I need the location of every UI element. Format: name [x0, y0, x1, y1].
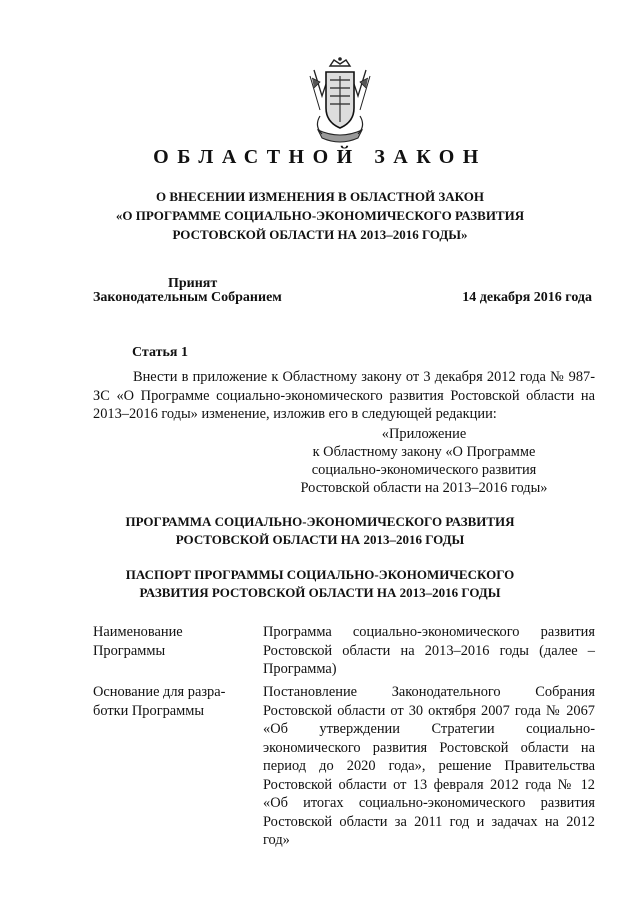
passport-row-label: Наименование Программы: [93, 624, 183, 659]
passport-title-line-1: ПАСПОРТ ПРОГРАММЫ СОЦИАЛЬНО-ЭКОНОМИЧЕСКОГО: [125, 567, 515, 582]
passport-row-value: Программа социально-экономического развития Ростовской области на 2013–2016 годы (далее – Программа): [263, 624, 595, 677]
coat-of-arms-emblem: [300, 56, 380, 144]
passport-row-value: Постановление Законодательного Собрания Ростовской области от 30 октября 2007 года № 2067 «Об утверждении Стратегии социально-экономического развития Ростовской области на период до 2020 года», решение Правительства Ростовской области от 13 февраля 2012 года № 12 «Об итогах социально-экономического развития Ростовской области за 2011 год и задачах на 2012 год»: [263, 684, 595, 848]
appendix-note-line-1: «Приложение: [381, 426, 467, 442]
appendix-note-line-3: социально-экономического развития: [311, 462, 537, 478]
appendix-note-line-4: Ростовской области на 2013–2016 годы»: [300, 480, 548, 496]
adoption-date: 14 декабря 2016 года: [462, 290, 592, 305]
adopted-label: Принят: [168, 276, 218, 291]
law-title-line-2: «О ПРОГРАММЕ СОЦИАЛЬНО-ЭКОНОМИЧЕСКОГО РАЗВИТИЯ: [115, 208, 525, 223]
program-title-line-2: РОСТОВСКОЙ ОБЛАСТИ НА 2013–2016 ГОДЫ: [175, 532, 465, 547]
program-title-line-1: ПРОГРАММА СОЦИАЛЬНО-ЭКОНОМИЧЕСКОГО РАЗВИТИЯ: [125, 514, 515, 529]
passport-title-line-2: РАЗВИТИЯ РОСТОВСКОЙ ОБЛАСТИ НА 2013–2016 ГОДЫ: [139, 585, 501, 600]
document-type-heading: ОБЛАСТНОЙ ЗАКОН: [153, 146, 487, 168]
passport-row-label: Основание для разра-ботки Программы: [93, 684, 226, 719]
article-title: Статья 1: [132, 345, 188, 360]
article-body: Внести в приложение к Областному закону от 3 декабря 2012 года № 987-ЗС «О Программе социально-экономического развития Ростовской области на 2013–2016 годы» изменение, изложив его в следующей редакции:: [93, 369, 595, 422]
adopted-by-body: Законодательным Собранием: [93, 290, 282, 305]
law-title-line-1: О ВНЕСЕНИИ ИЗМЕНЕНИЯ В ОБЛАСТНОЙ ЗАКОН: [156, 189, 484, 204]
law-title-line-3: РОСТОВСКОЙ ОБЛАСТИ НА 2013–2016 ГОДЫ»: [172, 227, 468, 242]
appendix-note-line-2: к Областному закону «О Программе: [312, 444, 536, 460]
